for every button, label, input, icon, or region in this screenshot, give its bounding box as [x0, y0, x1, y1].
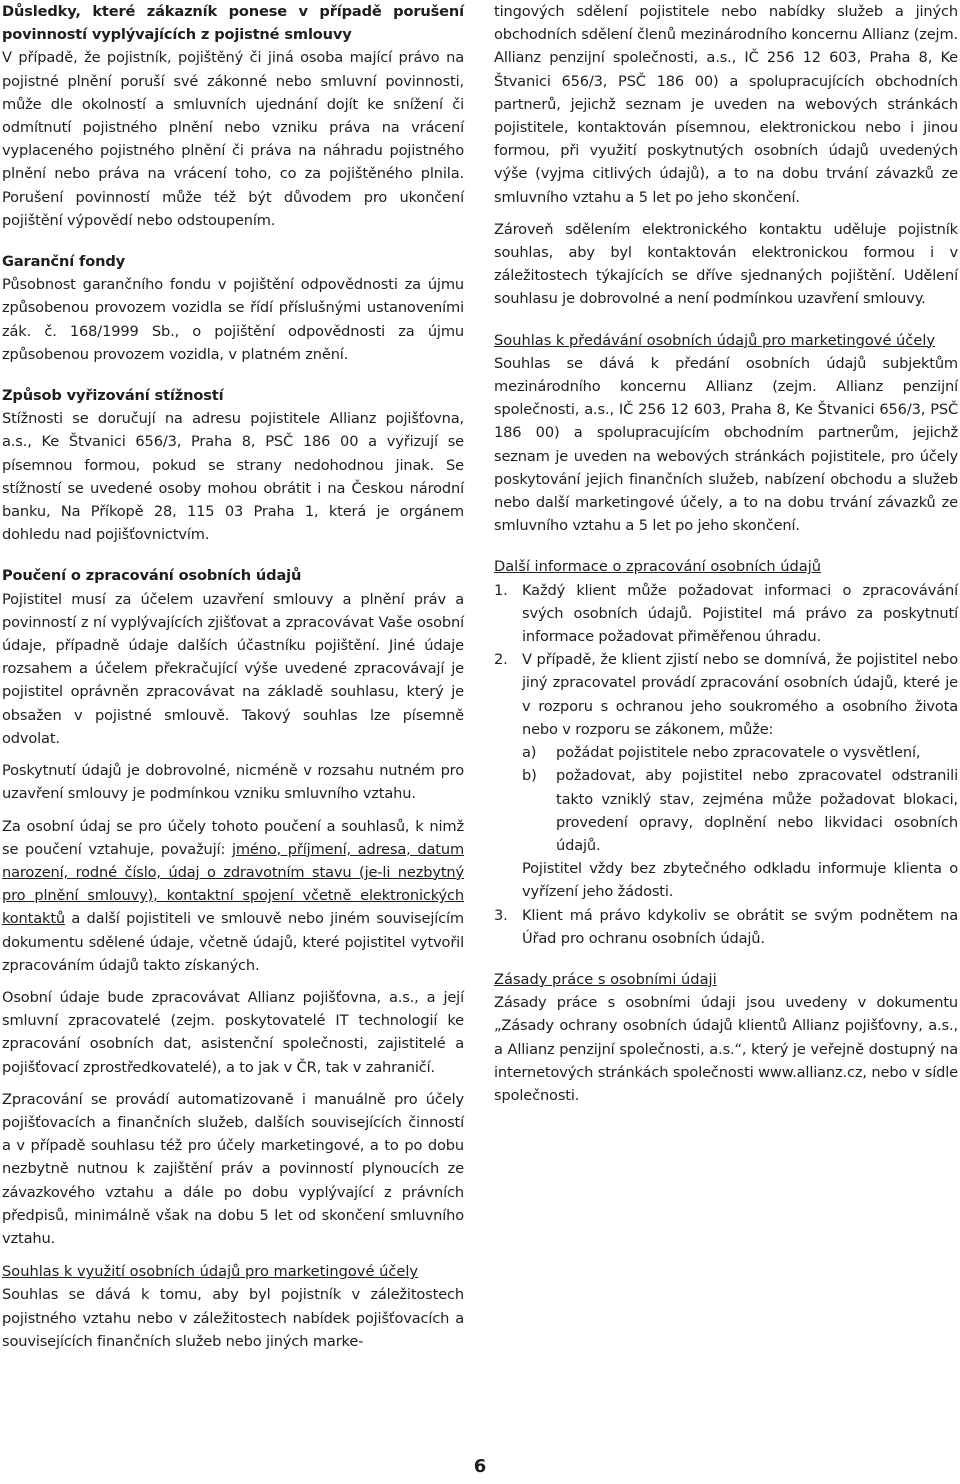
item-text: Každý klient může požadovat informaci o zpracovávání svých osobních údajů. Pojistitel má právo za poskytnutí informace požadovat přiměřenou úhradu. — [522, 581, 958, 646]
section-more-info — [494, 555, 958, 949]
section-marketing-transfer-consent — [494, 329, 958, 538]
paragraph: tingových sdělení pojistitele nebo nabídky služeb a jiných obchodních sdělení členů mezinárodního koncernu Allianz (zejm. Allianz penzijní společnosti, a.s., IČ 256 12 603, Praha 8, Ke Štvanici 656/3, PSČ 186 00) a spolupracujících obchodních partnerů, jejichž seznam je uveden na webových stránkách pojistitele, kontaktován písemnou, elektronickou nebo i jinou formou, při využití poskytnutých osobních údajů uvedených výše (vyjma citlivých údajů), a to na dobu trvání závazků ze smluvního vztahu a 5 let po jeho skončení. — [494, 3, 958, 206]
right-column — [494, 0, 958, 1117]
paragraph: Stížnosti se doručují na adresu pojistitele Allianz pojišťovna, a.s., Ke Štvanici 656/3, Praha 8, PSČ 186 00 a vyřizují se písemnou formou, pokud se strany nedohodnou jinak. Se stížností se uvedené osoby mohou obrátit i na Českou národní banku, Na Příkopě 28, 115 03 Praha 1, která je orgánem dohledu nad pojišťovnictvím. — [2, 410, 464, 544]
paragraph: Souhlas se dává k předání osobních údajů subjektům mezinárodního koncernu Allianz (zejm. Allianz penzijní společnosti, a.s., IČ 256 12 603, Praha 8, Ke Štvanici 656/3, PSČ 186 00) a spolupracujícím obchodním partnerům, jejichž seznam je uveden na webových stránkách pojistitele, pro účely poskytování jejich finančních služeb, nabízení obchodu a služeb nebo další marketingové účely, a to na dobu trvání závazků ze smluvního vztahu a 5 let po jeho skončení. — [494, 354, 958, 535]
item-number: 2. — [494, 651, 508, 669]
paragraph: Zároveň sdělením elektronického kontaktu uděluje pojistník souhlas, aby byl kontaktován elektronickou formou i v záležitostech týkajících se dříve sjednaných pojištění. Udělení souhlasu je dobrovolné a není podmínkou uzavření smlouvy. — [494, 220, 958, 308]
text-span: a další pojistiteli ve smlouvě nebo jiném souvisejícím dokumentu sdělené údaje, včetně údajů, které pojistitel vytvořil zpracováním údajů takto získaných. — [2, 910, 464, 974]
section-title: Garanční fondy — [2, 253, 126, 271]
item-text: Pojistitel vždy bez zbytečného odkladu informuje klienta o vyřízení jeho žádosti. — [522, 860, 958, 901]
item-text: Klient má právo kdykoliv se obrátit se svým podnětem na Úřad pro ochranu osobních údajů. — [522, 906, 958, 947]
paragraph: Osobní údaje bude zpracovávat Allianz pojišťovna, a.s., a její smluvní zpracovatelé (zejm. poskytovatelé IT technologií ke zpracování osobních dat, asistenční společnosti, zajistitelé a pojišťovací zprostředkovatelé), a to jak v ČR, tak v zahraničí. — [2, 988, 464, 1076]
left-column — [2, 0, 464, 1363]
item-text: požádat pojistitele nebo zpracovatele o vysvětlení, — [556, 744, 921, 762]
section-marketing-use-consent-continued — [494, 0, 958, 311]
section-title: Důsledky, které zákazník ponese v případě porušení povinností vyplývajících z pojistné smlouvy — [2, 3, 464, 44]
item-text: požadovat, aby pojistitel nebo zpracovatel odstranili takto vzniklý stav, zejména může požadovat blokaci, provedení opravy, doplnění nebo likvidaci osobních údajů. — [556, 767, 958, 854]
paragraph: Poskytnutí údajů je dobrovolné, nicméně v rozsahu nutném pro uzavření smlouvy je podmínkou vzniku smluvního vztahu. — [2, 762, 464, 803]
page-number: 6 — [473, 1456, 487, 1477]
item-number: 1. — [494, 581, 508, 599]
text-span: Za osobní údaj se pro účely tohoto poučení a souhlasů, k nimž se poučení vztahuje, považují: — [2, 817, 464, 858]
item-number: 3. — [494, 906, 508, 924]
paragraph: Pojistitel musí za účelem uzavření smlouvy a plnění práv a povinností z ní vyplývajících zjišťovat a zpracovávat Vaše osobní údaje, případně údaje dalších účastníku pojištění. Jiné údaje rozsahem a účelem překračující výše uvedené zpracovávají je pojistitel oprávněn zpracovávat na základě souhlasu, který je obsažen v pojistné smlouvě. Takový souhlas lze písemně odvolat. — [2, 590, 464, 747]
paragraph: Souhlas se dává k tomu, aby byl pojistník v záležitostech pojistného vztahu nebo v záležitostech nabídek pojišťovacích a souvisejících finančních služeb nebo jiných marke- — [2, 1286, 464, 1350]
section-title: Způsob vyřizování stížností — [2, 387, 224, 405]
paragraph: Působnost garančního fondu v pojištění odpovědnosti za újmu způsobenou provozem vozidla se řídí příslušnými ustanoveními zák. č. 168/1999 Sb., o pojištění odpovědnosti za újmu způsobenou provozem vozidla, v platném znění. — [2, 276, 464, 363]
section-title: Poučení o zpracování osobních údajů — [2, 567, 302, 585]
paragraph: Zpracování se provádí automatizovaně i manuálně pro účely pojišťovacích a finančních služeb, dalších souvisejících činností a v případě souhlasu též pro účely marketingové, a to po dobu nezbytně nutnou k zajištění práv a povinností plynoucích ze závazkového vztahu a dále po dobu vyplývající z právních předpisů, minimálně však na dobu 5 let od skončení smluvního vztahu. — [2, 1090, 464, 1247]
item-letter: b) — [522, 767, 537, 785]
item-letter: a) — [522, 744, 537, 762]
sub-list-item — [522, 764, 958, 857]
section-consequences — [2, 0, 464, 232]
sub-list — [522, 741, 958, 857]
list-item — [494, 648, 958, 903]
section-marketing-use-consent — [2, 1260, 464, 1353]
list-item — [494, 579, 958, 649]
section-title: Souhlas k předávání osobních údajů pro marketingové účely — [494, 331, 936, 349]
list-item — [494, 904, 958, 950]
section-title: Zásady práce s osobními údaji — [494, 970, 717, 988]
section-guarantee-funds — [2, 250, 464, 366]
item-text: V případě, že klient zjistí nebo se domnívá, že pojistitel nebo jiný zpracovatel provádí zpracování osobních údajů, které je v rozporu s ochranou jeho soukromého a osobního života nebo v rozporu se zákonem, může: — [522, 651, 958, 738]
numbered-list — [494, 579, 958, 950]
section-data-principles — [494, 968, 958, 1107]
section-title: Další informace o zpracování osobních údajů — [494, 558, 822, 576]
sub-list-item — [522, 741, 958, 764]
paragraph — [2, 815, 464, 977]
paragraph: Zásady práce s osobními údaji jsou uvedeny v dokumentu „Zásady ochrany osobních údajů klientů Allianz pojišťovny, a.s., a Allianz penzijní společnosti, a.s.“, který je veřejně dostupný na internetových stránkách společnosti www.allianz.cz, nebo v sídle společnosti. — [494, 994, 958, 1104]
paragraph: V případě, že pojistník, pojištěný či jiná osoba mající právo na pojistné plnění poruší své zákonné nebo smluvní povinnosti, může dle okolností a smluvních ujednání dojít ke snížení či odmítnutí pojistného plnění nebo vzniku práva na vrácení vyplaceného pojistného plnění či práva na náhradu pojistného plnění nebo práva na vrácení toho, co za pojištěného plnila. Porušení povinností může též být důvodem pro ukončení pojištění výpovědí nebo odstoupením. — [2, 49, 464, 229]
section-title: Souhlas k využití osobních údajů pro marketingové účely — [2, 1263, 419, 1281]
underlined-data-list: jméno, příjmení, adresa, datum narození, rodné číslo, údaj o zdravotním stavu (je-li nezbytný pro plnění smlouvy), kontaktní spojení včetně elektronických kontaktů — [2, 840, 465, 928]
section-complaints — [2, 384, 464, 546]
section-data-processing — [2, 564, 464, 1250]
